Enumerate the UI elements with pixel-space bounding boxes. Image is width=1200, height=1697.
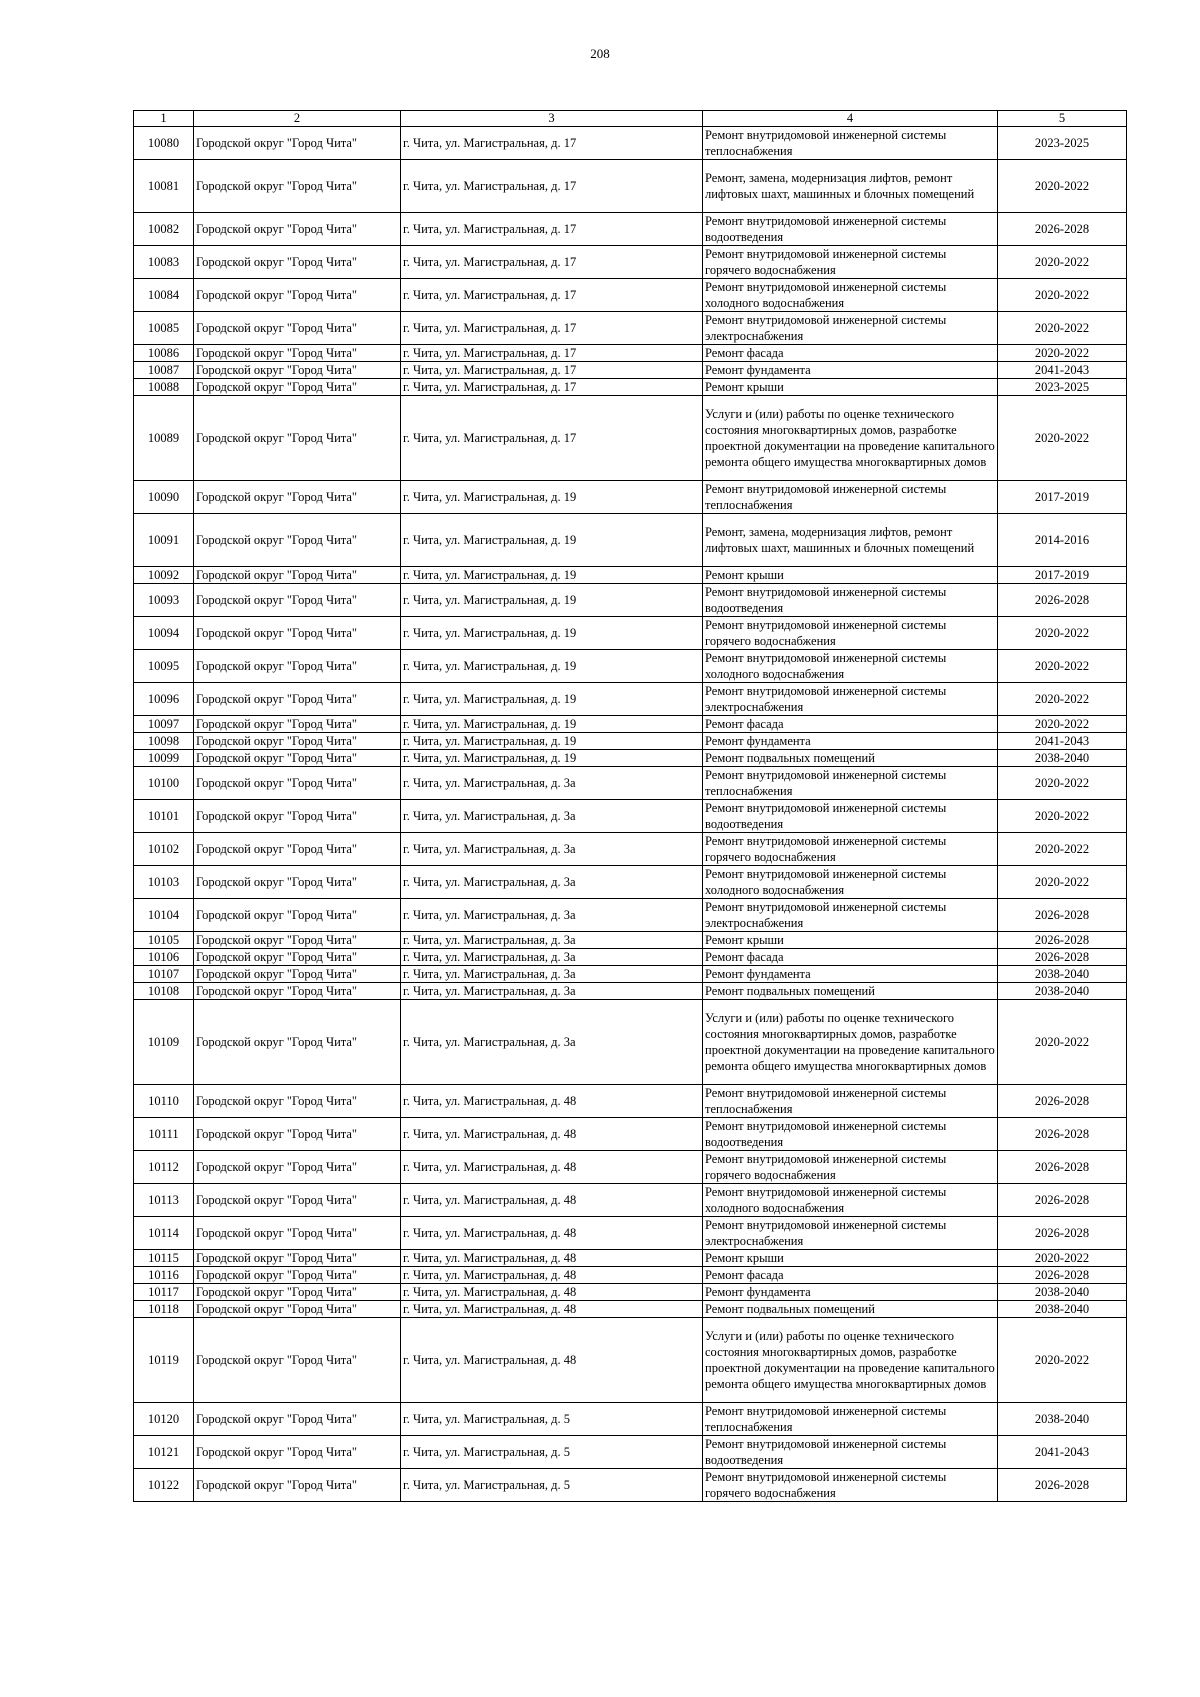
municipality-cell: Городской округ "Город Чита"	[194, 767, 401, 800]
row-number-cell: 10120	[134, 1403, 194, 1436]
address-cell: г. Чита, ул. Магистральная, д. 48	[401, 1284, 703, 1301]
row-number-cell: 10122	[134, 1469, 194, 1502]
period-cell: 2026-2028	[998, 1184, 1127, 1217]
municipality-cell: Городской округ "Город Чита"	[194, 949, 401, 966]
address-cell: г. Чита, ул. Магистральная, д. 48	[401, 1151, 703, 1184]
period-cell: 2020-2022	[998, 833, 1127, 866]
table-row	[134, 127, 1127, 160]
work-type-cell: Услуги и (или) работы по оценке технического состояния многоквартирных домов, разработке проектной документации на проведение капитального ремонта общего имущества многоквартирных домов	[703, 1000, 998, 1085]
work-type-cell: Услуги и (или) работы по оценке технического состояния многоквартирных домов, разработке проектной документации на проведение капитального ремонта общего имущества многоквартирных домов	[703, 1318, 998, 1403]
table-row	[134, 1085, 1127, 1118]
address-cell: г. Чита, ул. Магистральная, д. 3а	[401, 983, 703, 1000]
page-number: 208	[590, 46, 610, 61]
table-row	[134, 767, 1127, 800]
municipality-cell: Городской округ "Город Чита"	[194, 1184, 401, 1217]
municipality-cell: Городской округ "Город Чита"	[194, 866, 401, 899]
address-cell: г. Чита, ул. Магистральная, д. 5	[401, 1403, 703, 1436]
period-cell: 2026-2028	[998, 1217, 1127, 1250]
work-type-cell: Ремонт крыши	[703, 1250, 998, 1267]
period-cell: 2020-2022	[998, 683, 1127, 716]
municipality-cell: Городской округ "Город Чита"	[194, 650, 401, 683]
row-number-cell: 10116	[134, 1267, 194, 1284]
header-col-1: 1	[134, 111, 194, 127]
row-number-cell: 10105	[134, 932, 194, 949]
address-cell: г. Чита, ул. Магистральная, д. 48	[401, 1301, 703, 1318]
municipality-cell: Городской округ "Город Чита"	[194, 584, 401, 617]
municipality-cell: Городской округ "Город Чита"	[194, 481, 401, 514]
work-type-cell: Услуги и (или) работы по оценке технического состояния многоквартирных домов, разработке проектной документации на проведение капитального ремонта общего имущества многоквартирных домов	[703, 396, 998, 481]
work-type-cell: Ремонт внутридомовой инженерной системы водоотведения	[703, 1118, 998, 1151]
period-cell: 2020-2022	[998, 767, 1127, 800]
table-row	[134, 246, 1127, 279]
municipality-cell: Городской округ "Город Чита"	[194, 983, 401, 1000]
table-row	[134, 160, 1127, 213]
table-row	[134, 567, 1127, 584]
work-type-cell: Ремонт внутридомовой инженерной системы горячего водоснабжения	[703, 1151, 998, 1184]
period-cell: 2041-2043	[998, 362, 1127, 379]
row-number-cell: 10106	[134, 949, 194, 966]
table-row	[134, 1000, 1127, 1085]
row-number-cell: 10087	[134, 362, 194, 379]
municipality-cell: Городской округ "Город Чита"	[194, 279, 401, 312]
period-cell: 2038-2040	[998, 1403, 1127, 1436]
work-type-cell: Ремонт внутридомовой инженерной системы водоотведения	[703, 1436, 998, 1469]
municipality-cell: Городской округ "Город Чита"	[194, 1318, 401, 1403]
table-row	[134, 1301, 1127, 1318]
period-cell: 2020-2022	[998, 716, 1127, 733]
row-number-cell: 10100	[134, 767, 194, 800]
address-cell: г. Чита, ул. Магистральная, д. 17	[401, 127, 703, 160]
table-row	[134, 396, 1127, 481]
work-type-cell: Ремонт внутридомовой инженерной системы электроснабжения	[703, 899, 998, 932]
row-number-cell: 10107	[134, 966, 194, 983]
work-type-cell: Ремонт фундамента	[703, 362, 998, 379]
address-cell: г. Чита, ул. Магистральная, д. 5	[401, 1436, 703, 1469]
row-number-cell: 10095	[134, 650, 194, 683]
period-cell: 2026-2028	[998, 1267, 1127, 1284]
period-cell: 2020-2022	[998, 279, 1127, 312]
address-cell: г. Чита, ул. Магистральная, д. 3а	[401, 866, 703, 899]
address-cell: г. Чита, ул. Магистральная, д. 19	[401, 683, 703, 716]
municipality-cell: Городской округ "Город Чита"	[194, 1469, 401, 1502]
row-number-cell: 10085	[134, 312, 194, 345]
table-row	[134, 1267, 1127, 1284]
row-number-cell: 10083	[134, 246, 194, 279]
period-cell: 2026-2028	[998, 213, 1127, 246]
table-row	[134, 481, 1127, 514]
municipality-cell: Городской округ "Город Чита"	[194, 213, 401, 246]
table-row	[134, 750, 1127, 767]
address-cell: г. Чита, ул. Магистральная, д. 17	[401, 345, 703, 362]
period-cell: 2026-2028	[998, 584, 1127, 617]
row-number-cell: 10091	[134, 514, 194, 567]
municipality-cell: Городской округ "Город Чита"	[194, 1403, 401, 1436]
work-type-cell: Ремонт внутридомовой инженерной системы электроснабжения	[703, 1217, 998, 1250]
municipality-cell: Городской округ "Город Чита"	[194, 1217, 401, 1250]
address-cell: г. Чита, ул. Магистральная, д. 48	[401, 1184, 703, 1217]
table-row	[134, 983, 1127, 1000]
municipality-cell: Городской округ "Город Чита"	[194, 1436, 401, 1469]
work-type-cell: Ремонт фасада	[703, 716, 998, 733]
row-number-cell: 10097	[134, 716, 194, 733]
period-cell: 2020-2022	[998, 1000, 1127, 1085]
address-cell: г. Чита, ул. Магистральная, д. 19	[401, 650, 703, 683]
row-number-cell: 10098	[134, 733, 194, 750]
address-cell: г. Чита, ул. Магистральная, д. 17	[401, 379, 703, 396]
row-number-cell: 10108	[134, 983, 194, 1000]
row-number-cell: 10114	[134, 1217, 194, 1250]
address-cell: г. Чита, ул. Магистральная, д. 3а	[401, 1000, 703, 1085]
table-row	[134, 1469, 1127, 1502]
table-row	[134, 733, 1127, 750]
work-type-cell: Ремонт внутридомовой инженерной системы холодного водоснабжения	[703, 279, 998, 312]
address-cell: г. Чита, ул. Магистральная, д. 19	[401, 750, 703, 767]
work-type-cell: Ремонт фасада	[703, 345, 998, 362]
table-row	[134, 213, 1127, 246]
period-cell: 2023-2025	[998, 379, 1127, 396]
address-cell: г. Чита, ул. Магистральная, д. 3а	[401, 767, 703, 800]
work-type-cell: Ремонт внутридомовой инженерной системы горячего водоснабжения	[703, 617, 998, 650]
address-cell: г. Чита, ул. Магистральная, д. 19	[401, 617, 703, 650]
row-number-cell: 10103	[134, 866, 194, 899]
municipality-cell: Городской округ "Город Чита"	[194, 1151, 401, 1184]
table-row	[134, 279, 1127, 312]
period-cell: 2026-2028	[998, 1469, 1127, 1502]
period-cell: 2026-2028	[998, 932, 1127, 949]
work-type-cell: Ремонт фундамента	[703, 1284, 998, 1301]
period-cell: 2020-2022	[998, 312, 1127, 345]
work-type-cell: Ремонт фундамента	[703, 966, 998, 983]
work-type-cell: Ремонт подвальных помещений	[703, 983, 998, 1000]
period-cell: 2023-2025	[998, 127, 1127, 160]
work-type-cell: Ремонт крыши	[703, 932, 998, 949]
work-type-cell: Ремонт фундамента	[703, 733, 998, 750]
work-type-cell: Ремонт внутридомовой инженерной системы водоотведения	[703, 584, 998, 617]
work-type-cell: Ремонт крыши	[703, 567, 998, 584]
work-type-cell: Ремонт внутридомовой инженерной системы водоотведения	[703, 800, 998, 833]
table-row	[134, 1184, 1127, 1217]
municipality-cell: Городской округ "Город Чита"	[194, 1267, 401, 1284]
period-cell: 2020-2022	[998, 1250, 1127, 1267]
table-row	[134, 716, 1127, 733]
table-row	[134, 617, 1127, 650]
municipality-cell: Городской округ "Город Чита"	[194, 1085, 401, 1118]
row-number-cell: 10121	[134, 1436, 194, 1469]
municipality-cell: Городской округ "Город Чита"	[194, 567, 401, 584]
work-type-cell: Ремонт внутридомовой инженерной системы холодного водоснабжения	[703, 650, 998, 683]
work-type-cell: Ремонт фасада	[703, 949, 998, 966]
header-col-5: 5	[998, 111, 1127, 127]
period-cell: 2026-2028	[998, 899, 1127, 932]
work-type-cell: Ремонт внутридомовой инженерной системы электроснабжения	[703, 312, 998, 345]
row-number-cell: 10102	[134, 833, 194, 866]
address-cell: г. Чита, ул. Магистральная, д. 3а	[401, 833, 703, 866]
work-type-cell: Ремонт внутридомовой инженерной системы холодного водоснабжения	[703, 866, 998, 899]
row-number-cell: 10101	[134, 800, 194, 833]
municipality-cell: Городской округ "Город Чита"	[194, 396, 401, 481]
municipality-cell: Городской округ "Город Чита"	[194, 683, 401, 716]
address-cell: г. Чита, ул. Магистральная, д. 17	[401, 312, 703, 345]
address-cell: г. Чита, ул. Магистральная, д. 3а	[401, 932, 703, 949]
row-number-cell: 10117	[134, 1284, 194, 1301]
table-row	[134, 514, 1127, 567]
table-row	[134, 866, 1127, 899]
table-header	[134, 111, 1127, 127]
address-cell: г. Чита, ул. Магистральная, д. 17	[401, 396, 703, 481]
work-type-cell: Ремонт подвальных помещений	[703, 1301, 998, 1318]
municipality-cell: Городской округ "Город Чита"	[194, 345, 401, 362]
table-row	[134, 1403, 1127, 1436]
row-number-cell: 10088	[134, 379, 194, 396]
municipality-cell: Городской округ "Город Чита"	[194, 160, 401, 213]
address-cell: г. Чита, ул. Магистральная, д. 3а	[401, 800, 703, 833]
row-number-cell: 10115	[134, 1250, 194, 1267]
address-cell: г. Чита, ул. Магистральная, д. 19	[401, 514, 703, 567]
table-row	[134, 1318, 1127, 1403]
row-number-cell: 10113	[134, 1184, 194, 1217]
municipality-cell: Городской округ "Город Чита"	[194, 1250, 401, 1267]
work-type-cell: Ремонт внутридомовой инженерной системы теплоснабжения	[703, 1403, 998, 1436]
period-cell: 2038-2040	[998, 750, 1127, 767]
municipality-cell: Городской округ "Город Чита"	[194, 966, 401, 983]
row-number-cell: 10118	[134, 1301, 194, 1318]
work-type-cell: Ремонт внутридомовой инженерной системы электроснабжения	[703, 683, 998, 716]
row-number-cell: 10080	[134, 127, 194, 160]
municipality-cell: Городской округ "Город Чита"	[194, 716, 401, 733]
table-row	[134, 1436, 1127, 1469]
table-row	[134, 949, 1127, 966]
address-cell: г. Чита, ул. Магистральная, д. 3а	[401, 949, 703, 966]
municipality-cell: Городской округ "Город Чита"	[194, 1000, 401, 1085]
period-cell: 2020-2022	[998, 800, 1127, 833]
row-number-cell: 10096	[134, 683, 194, 716]
period-cell: 2020-2022	[998, 345, 1127, 362]
work-type-cell: Ремонт внутридомовой инженерной системы теплоснабжения	[703, 481, 998, 514]
work-type-cell: Ремонт внутридомовой инженерной системы горячего водоснабжения	[703, 833, 998, 866]
municipality-cell: Городской округ "Город Чита"	[194, 246, 401, 279]
municipality-cell: Городской округ "Город Чита"	[194, 127, 401, 160]
table-row	[134, 1250, 1127, 1267]
period-cell: 2026-2028	[998, 1085, 1127, 1118]
address-cell: г. Чита, ул. Магистральная, д. 48	[401, 1250, 703, 1267]
address-cell: г. Чита, ул. Магистральная, д. 48	[401, 1118, 703, 1151]
municipality-cell: Городской округ "Город Чита"	[194, 733, 401, 750]
period-cell: 2014-2016	[998, 514, 1127, 567]
period-cell: 2020-2022	[998, 650, 1127, 683]
row-number-cell: 10099	[134, 750, 194, 767]
address-cell: г. Чита, ул. Магистральная, д. 19	[401, 584, 703, 617]
address-cell: г. Чита, ул. Магистральная, д. 48	[401, 1318, 703, 1403]
work-type-cell: Ремонт, замена, модернизация лифтов, ремонт лифтовых шахт, машинных и блочных помещений	[703, 514, 998, 567]
period-cell: 2020-2022	[998, 246, 1127, 279]
address-cell: г. Чита, ул. Магистральная, д. 19	[401, 567, 703, 584]
row-number-cell: 10119	[134, 1318, 194, 1403]
table-row	[134, 683, 1127, 716]
period-cell: 2020-2022	[998, 1318, 1127, 1403]
period-cell: 2020-2022	[998, 617, 1127, 650]
row-number-cell: 10104	[134, 899, 194, 932]
period-cell: 2041-2043	[998, 1436, 1127, 1469]
header-col-2: 2	[194, 111, 401, 127]
municipality-cell: Городской округ "Город Чита"	[194, 750, 401, 767]
municipality-cell: Городской округ "Город Чита"	[194, 833, 401, 866]
row-number-cell: 10109	[134, 1000, 194, 1085]
work-type-cell: Ремонт подвальных помещений	[703, 750, 998, 767]
municipality-cell: Городской округ "Город Чита"	[194, 800, 401, 833]
table-row	[134, 650, 1127, 683]
row-number-cell: 10086	[134, 345, 194, 362]
address-cell: г. Чита, ул. Магистральная, д. 48	[401, 1267, 703, 1284]
header-col-3: 3	[401, 111, 703, 127]
row-number-cell: 10112	[134, 1151, 194, 1184]
row-number-cell: 10093	[134, 584, 194, 617]
row-number-cell: 10094	[134, 617, 194, 650]
table-row	[134, 379, 1127, 396]
period-cell: 2020-2022	[998, 396, 1127, 481]
municipality-cell: Городской округ "Город Чита"	[194, 1284, 401, 1301]
address-cell: г. Чита, ул. Магистральная, д. 48	[401, 1085, 703, 1118]
period-cell: 2020-2022	[998, 866, 1127, 899]
municipality-cell: Городской округ "Город Чита"	[194, 617, 401, 650]
period-cell: 2038-2040	[998, 1284, 1127, 1301]
address-cell: г. Чита, ул. Магистральная, д. 19	[401, 716, 703, 733]
address-cell: г. Чита, ул. Магистральная, д. 19	[401, 733, 703, 750]
table-row	[134, 1284, 1127, 1301]
municipality-cell: Городской округ "Город Чита"	[194, 514, 401, 567]
table-row	[134, 800, 1127, 833]
address-cell: г. Чита, ул. Магистральная, д. 3а	[401, 966, 703, 983]
work-type-cell: Ремонт внутридомовой инженерной системы теплоснабжения	[703, 1085, 998, 1118]
work-type-cell: Ремонт фасада	[703, 1267, 998, 1284]
address-cell: г. Чита, ул. Магистральная, д. 17	[401, 246, 703, 279]
work-type-cell: Ремонт внутридомовой инженерной системы горячего водоснабжения	[703, 1469, 998, 1502]
row-number-cell: 10111	[134, 1118, 194, 1151]
period-cell: 2017-2019	[998, 481, 1127, 514]
period-cell: 2038-2040	[998, 966, 1127, 983]
row-number-cell: 10090	[134, 481, 194, 514]
municipality-cell: Городской округ "Город Чита"	[194, 1118, 401, 1151]
table-row	[134, 584, 1127, 617]
municipality-cell: Городской округ "Город Чита"	[194, 379, 401, 396]
table-row	[134, 1118, 1127, 1151]
work-type-cell: Ремонт внутридомовой инженерной системы теплоснабжения	[703, 127, 998, 160]
municipality-cell: Городской округ "Город Чита"	[194, 362, 401, 379]
work-type-cell: Ремонт внутридомовой инженерной системы холодного водоснабжения	[703, 1184, 998, 1217]
row-number-cell: 10081	[134, 160, 194, 213]
work-type-cell: Ремонт внутридомовой инженерной системы горячего водоснабжения	[703, 246, 998, 279]
municipality-cell: Городской округ "Город Чита"	[194, 899, 401, 932]
table-row	[134, 1151, 1127, 1184]
table-row	[134, 362, 1127, 379]
address-cell: г. Чита, ул. Магистральная, д. 19	[401, 481, 703, 514]
municipality-cell: Городской округ "Город Чита"	[194, 1301, 401, 1318]
work-type-cell: Ремонт внутридомовой инженерной системы водоотведения	[703, 213, 998, 246]
table-body	[134, 127, 1127, 1502]
table-row	[134, 899, 1127, 932]
address-cell: г. Чита, ул. Магистральная, д. 48	[401, 1217, 703, 1250]
period-cell: 2020-2022	[998, 160, 1127, 213]
period-cell: 2038-2040	[998, 1301, 1127, 1318]
row-number-cell: 10082	[134, 213, 194, 246]
row-number-cell: 10089	[134, 396, 194, 481]
row-number-cell: 10084	[134, 279, 194, 312]
period-cell: 2026-2028	[998, 1151, 1127, 1184]
table-row	[134, 1217, 1127, 1250]
address-cell: г. Чита, ул. Магистральная, д. 17	[401, 160, 703, 213]
row-number-cell: 10110	[134, 1085, 194, 1118]
municipality-cell: Городской округ "Город Чита"	[194, 312, 401, 345]
address-cell: г. Чита, ул. Магистральная, д. 5	[401, 1469, 703, 1502]
period-cell: 2026-2028	[998, 949, 1127, 966]
address-cell: г. Чита, ул. Магистральная, д. 3а	[401, 899, 703, 932]
address-cell: г. Чита, ул. Магистральная, д. 17	[401, 213, 703, 246]
address-cell: г. Чита, ул. Магистральная, д. 17	[401, 362, 703, 379]
capital-repair-table	[133, 110, 1127, 1502]
header-col-4: 4	[703, 111, 998, 127]
table-row	[134, 345, 1127, 362]
period-cell: 2038-2040	[998, 983, 1127, 1000]
period-cell: 2041-2043	[998, 733, 1127, 750]
work-type-cell: Ремонт крыши	[703, 379, 998, 396]
table-row	[134, 312, 1127, 345]
period-cell: 2026-2028	[998, 1118, 1127, 1151]
municipality-cell: Городской округ "Город Чита"	[194, 932, 401, 949]
work-type-cell: Ремонт, замена, модернизация лифтов, ремонт лифтовых шахт, машинных и блочных помещений	[703, 160, 998, 213]
period-cell: 2017-2019	[998, 567, 1127, 584]
address-cell: г. Чита, ул. Магистральная, д. 17	[401, 279, 703, 312]
row-number-cell: 10092	[134, 567, 194, 584]
table-row	[134, 932, 1127, 949]
table-row	[134, 966, 1127, 983]
work-type-cell: Ремонт внутридомовой инженерной системы теплоснабжения	[703, 767, 998, 800]
table-row	[134, 833, 1127, 866]
